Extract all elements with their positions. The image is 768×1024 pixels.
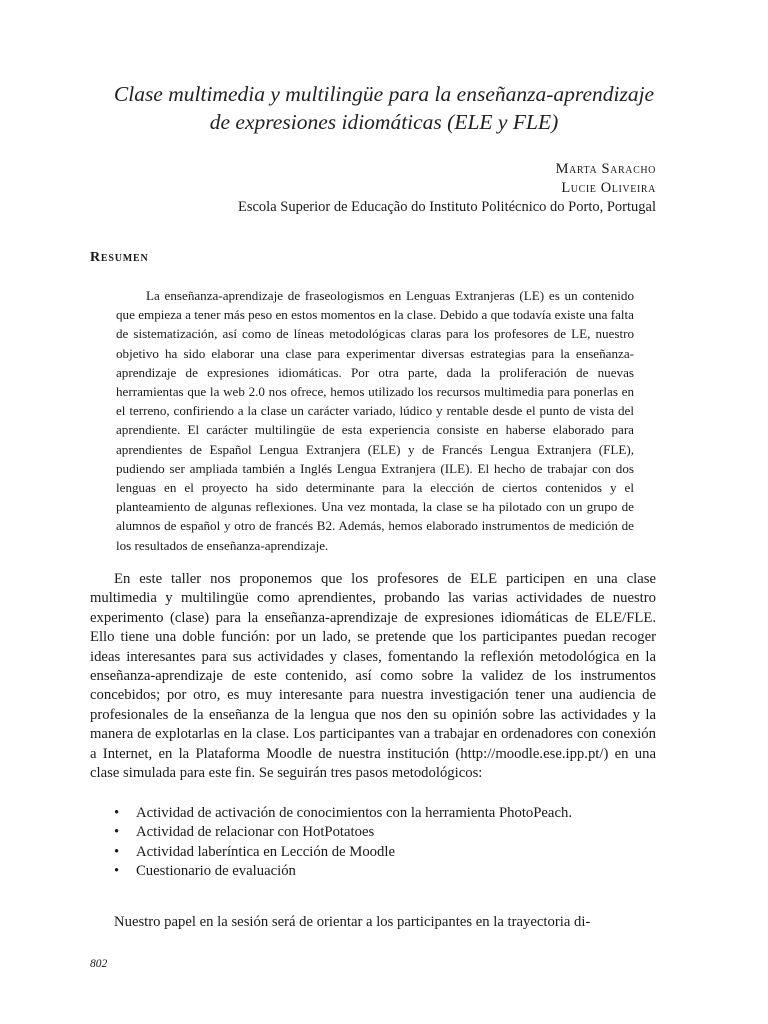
list-item	[90, 862, 656, 881]
author-name: Marta Saracho	[555, 161, 656, 177]
bullet-mark: •	[114, 824, 120, 841]
bullet-mark: •	[114, 843, 120, 860]
title-line-2: de expresiones idiomáticas (ELE y FLE)	[209, 110, 559, 134]
author-affiliation: Escola Superior de Educação do Instituto Politécnico do Porto, Portugal	[237, 199, 656, 215]
list-item-text: Actividad de activación de conocimientos con la herramienta PhotoPeach.	[136, 805, 572, 821]
bullet-mark: •	[114, 805, 120, 821]
list-item	[90, 843, 656, 862]
title-line-1: Clase multimedia y multilingüe para la enseñanza-aprendizaje	[113, 82, 655, 106]
abstract-text: La enseñanza-aprendizaje de fraseologismos en Lenguas Extranjeras (LE) es un contenido que empieza a tener más peso en estos momentos en la clase. Debido a que todavía existe una falta de sistematización, así como de líneas metodológicas claras para los profesores de LE, nuestro objetivo ha sido elaborar una clase para experimentar diversas estrategias para la enseñanza-aprendizaje de expresiones idiomáticas. Por otra parte, dada la proliferación de nuevas herramientas que la web 2.0 nos ofrece, hemos utilizado los recursos multimedia para ponerlas en el terreno, confiriendo a la clase un carácter variado, lúdico y rentable desde el punto de vista del aprendiente. El carácter multilingüe de esta experiencia consiste en haberse elaborado para aprendientes de Español Lengua Extranjera (ELE) y de Francés Lengua Extranjera (FLE), pudiendo ser ampliada también a Inglés Lengua Extranjera (ILE). El hecho de trabajar con dos lenguas en el proyecto ha sido determinante para la elección de ciertos contenidos y el planteamiento de algunas reflexiones. Una vez montada, la clase se ha pilotado con un grupo de alumnos de español y otro de francés B2. Además, hemos elaborado instrumentos de medición de los resultados de enseñanza-aprendizaje.	[116, 288, 634, 553]
paper-title	[60, 80, 708, 136]
abstract-heading: Resumen	[90, 250, 149, 265]
author-block	[238, 160, 656, 217]
list-item	[90, 823, 656, 842]
list-item	[90, 804, 656, 823]
author-name: Lucie Oliveira	[561, 180, 656, 196]
bullet-mark: •	[114, 863, 120, 880]
page-number: 802	[90, 958, 108, 970]
list-item-text: Cuestionario de evaluación	[136, 863, 296, 880]
list-item-text: Actividad laberíntica en Lección de Moodle	[136, 843, 395, 860]
methodology-list	[90, 804, 656, 882]
body-paragraph: En este taller nos proponemos que los profesores de ELE participen en una clase multimedia y multilingüe como aprendientes, probando las varias actividades de nuestro experimento (clase) para la enseñanza-aprendizaje de expresiones idiomáticas de ELE/FLE. Ello tiene una doble función: por un lado, se pretende que los participantes puedan recoger ideas interesantes para sus actividades y clases, fomentando la reflexión metodológica en la enseñanza-aprendizaje de este contenido, así como sobre la validez de los instrumentos concebidos; por otro, es muy interesante para nuestra investigación tener una audiencia de profesionales de la enseñanza de la lengua que nos den su opinión sobre las actividades y la manera de explotarlas en la clase. Los participantes van a trabajar en ordenadores con conexión a Internet, en la Plataforma Moodle de nuestra institución (http://moodle.ese.ipp.pt/) en una clase simulada para este fin. Se seguirán tres pasos metodológicos:	[90, 571, 656, 782]
body-paragraph: Nuestro papel en la sesión será de orientar a los participantes en la trayectoria di-	[114, 914, 591, 930]
list-item-text: Actividad de relacionar con HotPotatoes	[136, 824, 375, 841]
